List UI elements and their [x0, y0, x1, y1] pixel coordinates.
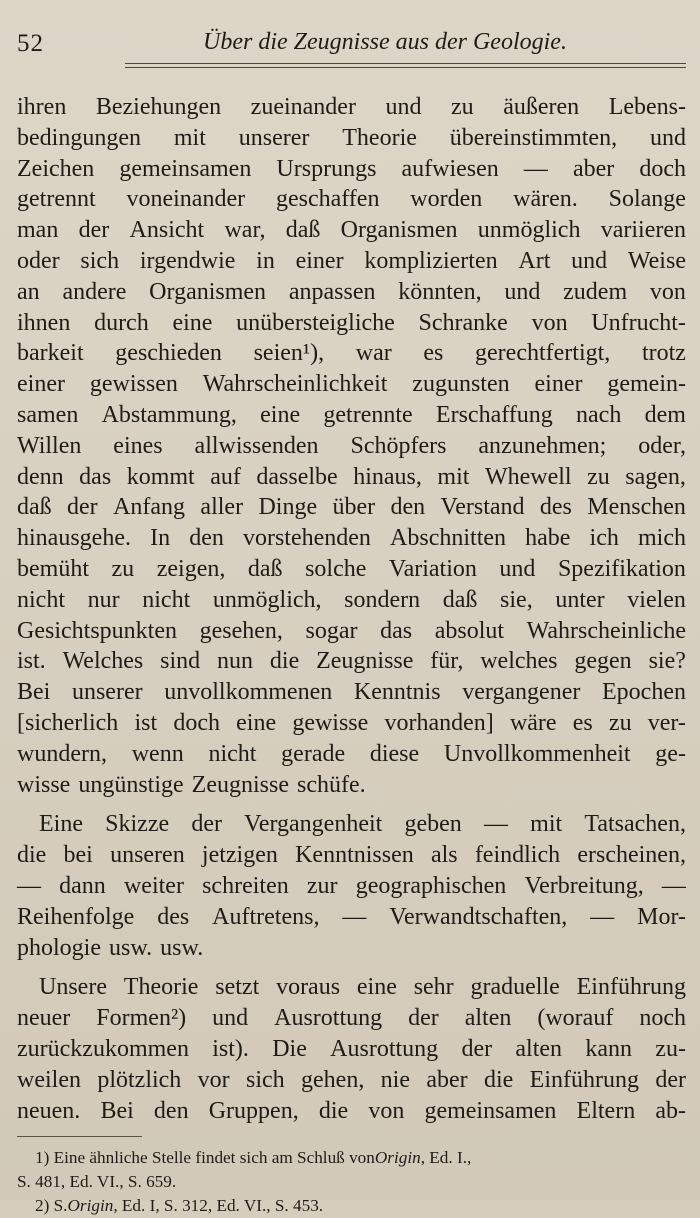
word: erscheinen,: [577, 842, 686, 869]
word: wäre: [509, 709, 557, 736]
footnote-1-line-2: S. 481, Ed. VI., S. 659.: [17, 1172, 177, 1192]
word: daß: [442, 586, 478, 613]
text-line: [17, 215, 686, 246]
word: feindlich: [474, 842, 561, 869]
word: setzt: [215, 974, 260, 1001]
word: Schöpfers: [350, 432, 447, 459]
text-line: [17, 123, 686, 154]
word: variieren: [600, 217, 686, 244]
body-text: [17, 92, 686, 1126]
word: des: [539, 494, 572, 521]
word: Die: [272, 1035, 307, 1062]
word: der: [461, 1035, 493, 1062]
running-title: Über die Zeugnisse aus der Geologie.: [203, 29, 567, 55]
word: zu: [451, 94, 474, 120]
word: unserer: [71, 679, 143, 706]
word: die: [17, 842, 47, 869]
word: übereinstimmten,: [449, 124, 618, 151]
text-line: [17, 431, 686, 462]
word: kommt: [126, 463, 195, 490]
word: Welches: [62, 648, 144, 675]
word: eine: [260, 401, 301, 428]
word: nie: [380, 1066, 410, 1093]
word: dann: [59, 872, 106, 899]
text-line: [17, 739, 686, 770]
word: neuen.: [17, 1097, 81, 1124]
word: weiter: [123, 872, 184, 899]
word: aber: [426, 1066, 468, 1093]
word: vorhanden]: [384, 709, 494, 736]
word: eine: [236, 709, 277, 736]
word: zu: [111, 555, 135, 582]
word: ge-: [655, 740, 686, 767]
word: unserer: [238, 124, 310, 151]
word: voraus: [276, 974, 341, 1001]
word: doch: [639, 155, 686, 182]
word: gewissen: [89, 371, 178, 398]
word: Abstammung,: [101, 401, 237, 428]
word: bedingungen: [17, 124, 141, 151]
word: Unsere: [39, 974, 107, 1001]
word: Dinge: [258, 494, 318, 521]
word: graduelle: [470, 974, 560, 1001]
word: mich: [637, 525, 686, 552]
word: Variation: [388, 555, 477, 582]
word: Organismen: [149, 278, 267, 305]
word: Mor-: [637, 903, 686, 930]
word: solche: [305, 555, 367, 582]
word: die: [269, 648, 300, 675]
word: sondern: [344, 586, 421, 613]
word: aufwiesen: [401, 155, 499, 182]
text-line: [17, 277, 686, 308]
word: das: [79, 463, 112, 490]
word: unter: [555, 586, 605, 613]
header-rule-bottom: [125, 67, 686, 68]
word: anpassen: [288, 278, 376, 305]
text-line: [17, 400, 686, 431]
word: könnten,: [398, 278, 482, 305]
word: Skizze: [105, 811, 170, 838]
word: von: [531, 309, 568, 336]
word: aber: [572, 155, 615, 182]
word: als: [430, 842, 458, 869]
word: diese: [369, 740, 420, 767]
word: Theorie: [342, 124, 417, 151]
footnote-1-line-1: 1) Eine ähnliche Stelle findet sich am Schluß von Origin , Ed. I.,: [17, 1146, 686, 1170]
word: allwissenden: [194, 432, 319, 459]
word: unseren: [110, 842, 185, 869]
word: aller: [200, 494, 244, 521]
word: Kenntnis: [353, 679, 441, 706]
text-line: [17, 523, 686, 554]
word: zu: [587, 463, 610, 490]
word: Ausrottung: [274, 1005, 383, 1032]
text-line: [17, 462, 686, 493]
word: Zeugnisse: [316, 648, 414, 675]
word: den: [390, 494, 426, 521]
word: mit: [530, 811, 563, 838]
text-line: [17, 770, 686, 801]
word: die: [483, 1066, 514, 1093]
paragraph-gap: [17, 963, 686, 972]
word: voneinander: [126, 186, 246, 213]
word: ist.: [17, 648, 46, 675]
word: geographischen: [355, 872, 507, 899]
word: sie?: [648, 648, 686, 675]
word: Spezifikation: [557, 555, 686, 582]
word: Willen: [17, 432, 82, 459]
word: Formen²): [96, 1005, 187, 1032]
text-line: [17, 616, 686, 647]
word: —: [342, 903, 367, 930]
word: es: [423, 340, 444, 367]
word: geben: [404, 811, 462, 838]
word: an: [17, 278, 40, 305]
word: die: [318, 1097, 349, 1124]
text-line: [17, 1034, 686, 1065]
word: zu: [608, 709, 632, 736]
word: Art: [518, 247, 551, 274]
word: Eine: [39, 811, 83, 838]
word: trotz: [641, 340, 686, 367]
footnote-separator: [17, 1136, 142, 1137]
word: [sicherlich: [17, 709, 119, 736]
word: absolut: [434, 617, 505, 644]
word: zur: [306, 872, 338, 899]
text-line: [17, 871, 686, 902]
word: Ansicht: [129, 217, 205, 244]
word: man: [17, 217, 59, 244]
text-line: [17, 840, 686, 871]
word: zueinander: [250, 94, 356, 120]
word: der: [67, 494, 98, 521]
word: zurückzukommen: [17, 1035, 189, 1062]
word: einer: [17, 371, 65, 398]
word: barkeit: [17, 340, 84, 367]
word: ist: [134, 709, 158, 736]
word: Kenntnissen: [295, 842, 414, 869]
word: alten: [464, 1005, 512, 1032]
word: oder,: [638, 432, 686, 459]
word: Einführung: [576, 974, 686, 1001]
word: dasselbe: [256, 463, 338, 490]
text-line: [17, 492, 686, 523]
word: Weise: [627, 247, 686, 274]
word: weilen: [17, 1066, 81, 1093]
word: wisse: [17, 771, 71, 798]
word: In: [150, 525, 171, 552]
word: komplizierten: [364, 247, 498, 274]
word: daß: [17, 494, 52, 521]
word: von: [368, 1097, 405, 1124]
word: —: [590, 903, 615, 930]
word: geschaffen: [275, 186, 380, 213]
word: durch: [94, 309, 149, 336]
word: ihnen: [17, 309, 71, 336]
word: sich: [80, 247, 120, 274]
word: seien¹),: [253, 340, 325, 367]
word: vielen: [627, 586, 686, 613]
word: phologie: [17, 934, 101, 961]
word: der: [655, 1066, 686, 1093]
word: unmöglich,: [212, 586, 322, 613]
word: bei: [63, 842, 93, 869]
word: ist).: [212, 1035, 249, 1062]
word: Einführung: [529, 1066, 639, 1093]
text-line: [17, 585, 686, 616]
word: Epochen: [602, 679, 686, 706]
word: gerechtfertigt,: [475, 340, 611, 367]
word: (worauf: [537, 1005, 614, 1032]
word: eines: [113, 432, 163, 459]
text-line: [17, 677, 686, 708]
word: zu-: [655, 1035, 686, 1062]
word: und: [649, 124, 686, 151]
word: sehr: [413, 974, 454, 1001]
word: gewisse: [292, 709, 369, 736]
word: samen: [17, 401, 79, 428]
word: Eltern: [576, 1097, 636, 1124]
word: nur: [87, 586, 120, 613]
text-line: [17, 246, 686, 277]
word: hinausgehe.: [17, 525, 131, 552]
work-title: Origin: [67, 1196, 114, 1216]
word: einer: [295, 247, 344, 274]
word: einer: [534, 371, 583, 398]
word: in: [256, 247, 275, 274]
word: war: [355, 340, 392, 367]
word: Bei: [100, 1097, 134, 1124]
word: —: [661, 872, 686, 899]
word: gesehen,: [199, 617, 283, 644]
word: gemeinsamen: [424, 1097, 557, 1124]
word: Verwandtschaften,: [389, 903, 568, 930]
word: —: [523, 155, 548, 182]
word: jetzigen: [201, 842, 278, 869]
word: hinaus,: [353, 463, 422, 490]
word: nicht: [142, 586, 191, 613]
word: Erschaffung: [435, 401, 553, 428]
word: es: [572, 709, 593, 736]
header-rule-top: [125, 63, 686, 64]
word: wundern,: [17, 740, 107, 767]
word: Menschen: [587, 494, 686, 521]
word: den: [189, 525, 224, 552]
text-line: [17, 1065, 686, 1096]
word: eine: [356, 974, 397, 1001]
word: war,: [224, 217, 266, 244]
word: Wahrscheinliche: [526, 617, 686, 644]
word: nicht: [17, 586, 65, 613]
work-title: Origin: [374, 1148, 421, 1168]
word: Abschnitten: [390, 525, 507, 552]
text-line: [17, 338, 686, 369]
word: unmöglich: [477, 217, 581, 244]
word: Vergangenheit: [244, 811, 383, 838]
word: der: [191, 811, 222, 838]
text-line: [17, 933, 686, 964]
word: schreiten: [202, 872, 289, 899]
word: mit: [437, 463, 470, 490]
text-line: [17, 308, 686, 339]
paragraph-gap: [17, 800, 686, 809]
word: Wahrscheinlichkeit: [202, 371, 388, 398]
word: über: [332, 494, 376, 521]
text-line: [17, 554, 686, 585]
word: auf: [210, 463, 241, 490]
word: Auftretens,: [212, 903, 320, 930]
word: —: [17, 872, 41, 899]
text-line: [17, 369, 686, 400]
word: des: [157, 903, 190, 930]
word: daß: [285, 217, 321, 244]
word: und: [385, 94, 422, 120]
word: und: [504, 278, 541, 305]
word: Unvollkommenheit: [443, 740, 631, 767]
word: zeigen,: [156, 555, 226, 582]
word: wenn: [131, 740, 184, 767]
word: Beziehungen: [95, 94, 222, 120]
word: anzunehmen;: [478, 432, 607, 459]
word: eine: [172, 309, 213, 336]
word: schüfe.: [296, 771, 366, 798]
text-line: [17, 184, 686, 215]
word: nun: [217, 648, 254, 675]
word: den: [153, 1097, 189, 1124]
word: kann: [585, 1035, 632, 1062]
text-line: [17, 708, 686, 739]
word: sogar: [305, 617, 358, 644]
page-header: [17, 26, 686, 56]
word: andere: [62, 278, 127, 305]
word: gerade: [281, 740, 346, 767]
word: sind: [160, 648, 201, 675]
word: vorstehenden: [242, 525, 371, 552]
text-line: [17, 92, 686, 123]
word: Gesichtspunkten: [17, 617, 177, 644]
word: ihren: [17, 94, 67, 120]
word: Gruppen,: [208, 1097, 299, 1124]
word: habe: [525, 525, 571, 552]
word: vor: [197, 1066, 230, 1093]
word: nach: [576, 401, 622, 428]
word: Schranke: [418, 309, 508, 336]
word: wären.: [513, 186, 578, 213]
text-line: [17, 972, 686, 1003]
word: äußeren: [503, 94, 580, 120]
word: das: [380, 617, 413, 644]
word: Ausrottung: [330, 1035, 439, 1062]
word: getrennte: [323, 401, 413, 428]
word: vergangener: [462, 679, 581, 706]
word: neuer: [17, 1005, 71, 1032]
word: Reihenfolge: [17, 903, 135, 930]
word: Verbreitung,: [524, 872, 644, 899]
text-line: [17, 646, 686, 677]
word: sagen,: [625, 463, 686, 490]
word: der: [78, 217, 110, 244]
word: mit: [173, 124, 206, 151]
text-line: [17, 809, 686, 840]
word: getrennt: [17, 186, 96, 213]
word: Whewell: [484, 463, 572, 490]
word: gegen: [574, 648, 632, 675]
word: und: [571, 247, 608, 274]
word: usw.: [109, 934, 153, 961]
word: bemüht: [17, 555, 89, 582]
word: geschieden: [115, 340, 222, 367]
word: ungünstige: [78, 771, 184, 798]
word: ver-: [647, 709, 686, 736]
footnotes: [17, 1146, 686, 1218]
word: Bei: [17, 679, 51, 706]
word: nicht: [208, 740, 257, 767]
word: irgendwie: [139, 247, 236, 274]
text-line: [17, 1003, 686, 1034]
word: Theorie: [123, 974, 199, 1001]
word: für,: [430, 648, 464, 675]
word: gemein-: [607, 371, 686, 398]
word: unübersteigliche: [236, 309, 395, 336]
word: ab-: [655, 1097, 686, 1124]
word: usw.: [160, 934, 204, 961]
word: Ursprungs: [276, 155, 377, 182]
word: Verstand: [440, 494, 525, 521]
text-line: [17, 902, 686, 933]
word: zugunsten: [412, 371, 510, 398]
word: und: [499, 555, 536, 582]
word: ich: [589, 525, 619, 552]
word: alten: [515, 1035, 563, 1062]
word: dem: [644, 401, 686, 428]
word: zudem: [563, 278, 628, 305]
word: und: [212, 1005, 249, 1032]
word: noch: [639, 1005, 686, 1032]
word: Zeichen: [17, 155, 95, 182]
word: Anfang: [113, 494, 186, 521]
page-number: 52: [17, 30, 44, 57]
word: welches: [480, 648, 558, 675]
word: gehen,: [301, 1066, 365, 1093]
word: daß: [247, 555, 283, 582]
word: doch: [173, 709, 220, 736]
word: worden: [410, 186, 483, 213]
word: Unfrucht-: [591, 309, 686, 336]
text-line: [17, 1096, 686, 1127]
word: sie,: [500, 586, 533, 613]
word: plötzlich: [97, 1066, 182, 1093]
word: der: [408, 1005, 439, 1032]
word: Tatsachen,: [584, 811, 686, 838]
word: sich: [246, 1066, 285, 1093]
word: —: [483, 811, 508, 838]
word: Zeugnisse: [191, 771, 289, 798]
text-line: [17, 154, 686, 185]
word: oder: [17, 247, 60, 274]
word: Lebens-: [608, 94, 686, 120]
word: denn: [17, 463, 64, 490]
word: gemeinsamen: [119, 155, 252, 182]
word: unvollkommenen: [164, 679, 333, 706]
word: Solange: [608, 186, 686, 213]
word: Organismen: [340, 217, 458, 244]
footnote-2-line-1: 2) S. Origin , Ed. I, S. 312, Ed. VI., S. 453.: [17, 1194, 686, 1218]
word: von: [649, 278, 686, 305]
